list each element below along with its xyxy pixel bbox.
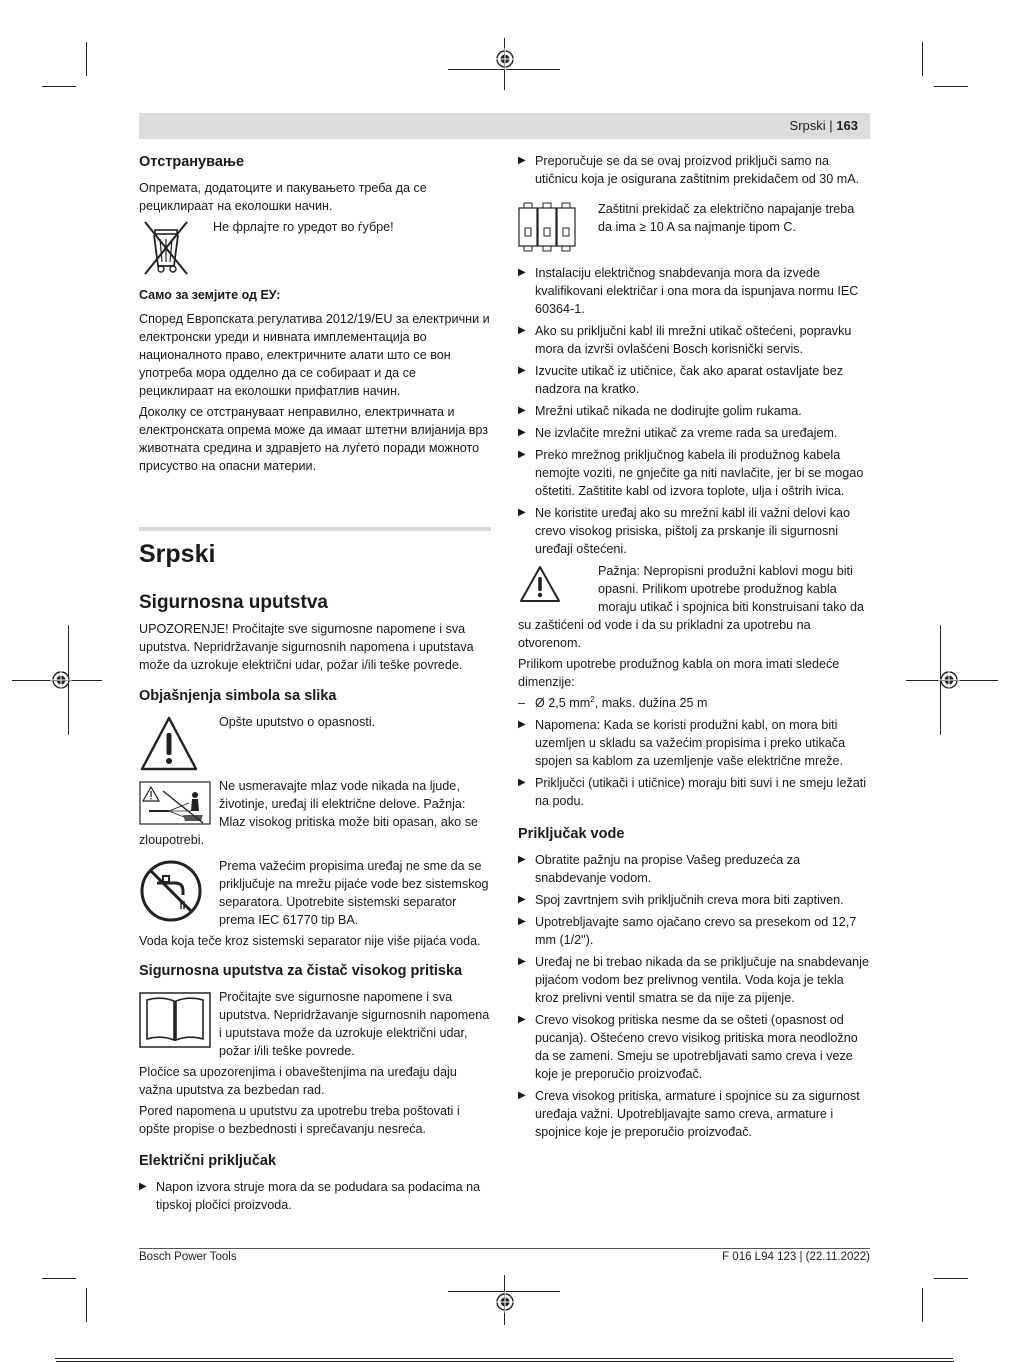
footer-rule — [139, 1248, 870, 1249]
bin-text: Не фрлајте го уредот во ѓубре! — [213, 220, 394, 234]
water-bullet-1: ▶ Obratite pažnju na propise Vašeg preduzeća za snabdevanje vodom. — [518, 851, 870, 887]
water-bullet-2: ▶ Spoj zavrtnjem svih priključnih creva mora biti zaptiven. — [518, 891, 870, 909]
warning-triangle-icon — [139, 715, 199, 773]
crop-mark — [934, 1278, 968, 1279]
rules-paragraph: Pored napomena u uputstvu za upotrebu treba poštovati i opšte propise o bezbednosti i sprečavanju nesreća. — [139, 1104, 460, 1136]
crop-mark — [55, 1358, 953, 1359]
eu-paragraph-1: Според Европската регулатива 2012/19/EU за електрични и електронски уреди и нивната имплементација во националното право, електричните алати што се вон употреба мора одделно да се собираат и да се рециклираат на еколошки прифатлив начин. — [139, 312, 490, 398]
crop-mark — [922, 42, 923, 76]
page-number: 163 — [836, 118, 858, 133]
left-column-main — [139, 538, 491, 1218]
separator-note: Voda koja teče kroz sistemski separator nije više pijaća voda. — [139, 934, 481, 948]
right-bullet-7: ▶ Preko mrežnog priključnog kabela ili produžnog kabela nemojte voziti, ne gnječite ga niti navlačite, jer bi se mogao oštetiti. Zaštitite kabl od izvora toplote, ulja i oštrih ivica. — [518, 446, 870, 500]
header-separator: | — [829, 118, 833, 133]
right-bullet-3: ▶ Ako su priključni kabl ili mrežni utikač oštećeni, popravku mora da izvrši ovlašćeni Bosch korisnički servis. — [518, 322, 870, 358]
crop-mark — [42, 86, 76, 87]
caution-text: Pažnja: Nepropisni produžni kablovi mogu biti opasni. Prilikom upotrebe produžnog kabla moraju utikač i spojnica biti konstruisani tako da su zaštićeni od vode i da su prikladni za upotrebu na otvorenom. — [518, 564, 864, 650]
right-bullet-5: ▶ Mrežni utikač nikada ne dodirujte golim rukama. — [518, 402, 870, 420]
weee-bin-row — [139, 218, 491, 276]
header-label — [790, 118, 858, 133]
book-text: Pročitajte sve sigurnosne napomene i sva uputstva. Nepridržavanje sigurnosnih napomena i uputstava može da uzrokuje električni udar, požar i/ili teške povrede. — [219, 990, 490, 1058]
registration-mark-icon — [938, 669, 960, 691]
disposal-paragraph: Опремата, додатоците и пакувањето треба да се рециклираат на еколошки начин. — [139, 181, 427, 213]
high-pressure-heading: Sigurnosna uputstva za čistač visokog pritiska — [139, 963, 463, 979]
crop-mark — [922, 1288, 923, 1322]
electrical-heading: Električni priključak — [139, 1153, 277, 1169]
water-heading: Priključak vode — [518, 826, 625, 842]
water-bullet-4: ▶ Uređaj ne bi trebao nikada da se priključuje na snabdevanje pijaćom vodom bez prelivnog ventila. Voda koja je tekla kroz prelivni ventil smatra se da nije za pijenje. — [518, 953, 870, 1007]
water-bullet-5: ▶ Crevo visokog pritiska nesme da se ošteti (opasnost od pucanja). Oštećeno crevo visikog pritiska mora neodložno da se zameni. Smeju se upotrebljavati samo creva i veze koje je preporučio proizvođač. — [518, 1011, 870, 1083]
water-bullet-3: ▶ Upotrebljavajte samo ojačano crevo sa presekom od 12,7 mm (1/2"). — [518, 913, 870, 949]
right-bullet-9: ▶ Napomena: Kada se koristi produžni kabl, on mora biti uzemljen u skladu sa važećim propisima i preko utikača spojen sa kablom za uzemljenje vaše električne mreže. — [518, 716, 870, 770]
breaker-row — [518, 202, 870, 258]
language-title: Srpski — [139, 540, 216, 568]
footer-left: Bosch Power Tools — [139, 1251, 237, 1263]
footer-right: F 016 L94 123 | (22.11.2022) — [722, 1251, 870, 1263]
symbol-danger-text: Opšte uputstvo o opasnosti. — [219, 715, 376, 729]
symbols-heading: Objašnjenja simbola sa slika — [139, 688, 337, 704]
extension-dims: Prilikom upotrebe produžnog kabla on mora imati sledeće dimenzije: — [518, 657, 840, 689]
eu-heading: Само за земјите од ЕУ: — [139, 288, 281, 302]
water-bullet-6: ▶ Creva visokog pritiska, armature i spojnice su za sigurnost uređaja važni. Upotrebljavajte samo creva, armature i spojnice koje je preporučio proizvođač. — [518, 1087, 870, 1141]
safety-title: Sigurnosna uputstva — [139, 592, 328, 613]
page-header — [139, 113, 870, 139]
header-section: Srpski — [789, 118, 826, 133]
crop-mark — [86, 42, 87, 76]
right-bullet-6: ▶ Ne izvlačite mrežni utikač za vreme rada sa uređajem. — [518, 424, 870, 442]
warning-paragraph: UPOZORENJE! Pročitajte sve sigurnosne napomene i sva uputstva. Nepridržavanje sigurnosnih napomena i uputstava može da uzrokuje električni udar, požar i/ili teške povrede. — [139, 622, 474, 672]
read-manual-book-icon — [139, 992, 211, 1048]
registration-mark-icon — [494, 1291, 516, 1313]
crop-mark — [934, 86, 968, 87]
left-column-top — [139, 152, 491, 478]
section-divider — [139, 527, 491, 531]
symbol-separator-text: Prema važećim propisima uređaj ne sme da se priključuje na mrežu pijaće vode bez sistemskog separatora. Upotrebite sistemski separator prema IEC 61770 tip BA. — [219, 859, 489, 927]
eu-paragraph-2: Доколку се отстрануваат неправилно, електричната и електронската опрема може да имаат штетни влијанија врз животната средина и здравјето на луѓето поради можното присуство на опасни материи. — [139, 405, 489, 473]
right-bullet-10: ▶ Priključci (utikači i utičnice) moraju biti suvi i ne smeju ležati na podu. — [518, 774, 870, 810]
crop-mark — [42, 1278, 76, 1279]
caution-triangle-icon — [518, 564, 562, 604]
dimension-sup: 2 — [590, 694, 595, 704]
symbol-water-jet-text: Ne usmeravajte mlaz vode nikada na ljude, životinje, uređaj ili električne delove. Pažnja: Mlaz visokog pritiska može biti opasan, ako se zloupotrebi. — [139, 779, 478, 847]
water-jet-warning-icon — [139, 781, 211, 825]
registration-mark-icon — [50, 669, 72, 691]
dimension-diameter: Ø 2,5 mm — [535, 696, 591, 710]
electrical-bullet: ▶ Napon izvora struje mora da se podudara sa podacima na tipskoj pločici proizvoda. — [139, 1178, 491, 1214]
crossed-bin-icon — [141, 220, 193, 276]
dimension-length: , maks. dužina 25 m — [594, 696, 708, 710]
circuit-breaker-icon — [518, 202, 576, 254]
registration-mark-icon — [494, 48, 516, 70]
breaker-text: Zaštitni prekidač za električno napajanje treba da ima ≥ 10 A sa najmanje tipom C. — [598, 202, 855, 234]
symbol-row-danger — [139, 713, 491, 775]
crop-mark — [86, 1288, 87, 1322]
plates-paragraph: Pločice sa upozorenjima i obaveštenjima na uređaju daju važna uputstva za bezbedan rad. — [139, 1065, 457, 1097]
right-bullet-1: ▶ Preporučuje se da se ovaj proizvod priključi samo na utičnicu koja je osigurana zaštitnim prekidačem od 30 mA. — [518, 152, 870, 188]
dimension-item — [518, 694, 870, 712]
right-column — [518, 152, 870, 1145]
right-bullet-8: ▶ Ne koristite uređaj ako su mrežni kabl ili važni delovi kao crevo visokog prisiska, pištolj za prskanje ili sigurnosni uređaji oštećeni. — [518, 504, 870, 558]
no-drinking-water-icon — [139, 859, 203, 923]
disposal-heading: Отстранување — [139, 154, 245, 170]
right-bullet-2: ▶ Instalaciju električnog snabdevanja mora da izvede kvalifikovani električar i ona mora da ispunjava normu IEC 60364-1. — [518, 264, 870, 318]
right-bullet-4: ▶ Izvucite utikač iz utičnice, čak ako aparat ostavljate bez nadzora na kratko. — [518, 362, 870, 398]
